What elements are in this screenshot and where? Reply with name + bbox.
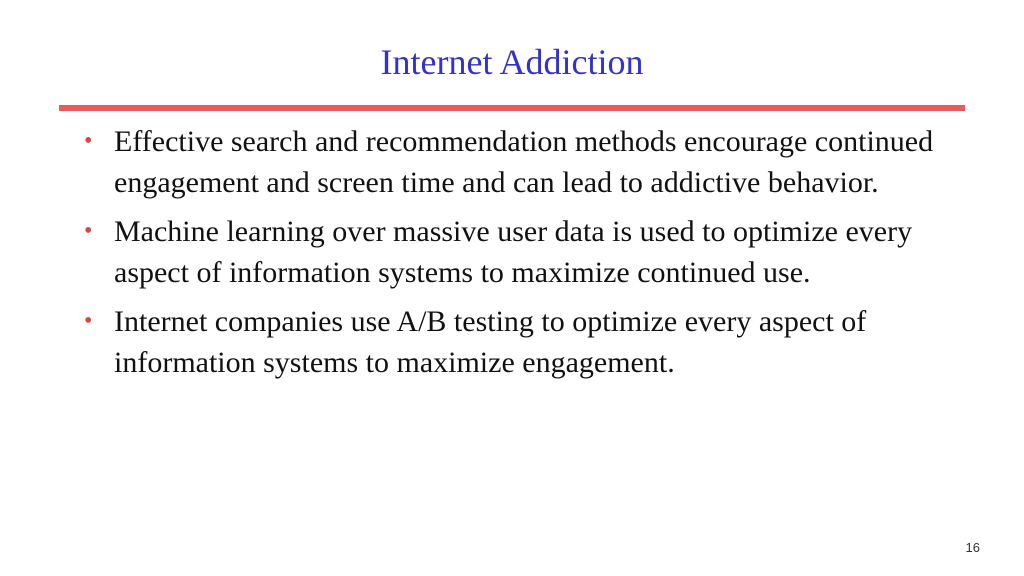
- slide-title: Internet Addiction: [380, 42, 644, 82]
- bullet-marker: •: [84, 308, 93, 334]
- bullet-marker: •: [84, 128, 93, 154]
- bullet-text: Effective search and recommendation methods encourage continued engagement and screen time and can lead to addictive behavior.: [114, 125, 934, 199]
- bullet-marker: •: [84, 218, 93, 244]
- bullet-item: [84, 301, 964, 383]
- bullet-text: Machine learning over massive user data is used to optimize every aspect of information systems to maximize continued use.: [114, 215, 913, 289]
- bullet-list: [84, 121, 964, 391]
- page-number: 16: [965, 540, 980, 555]
- bullet-item: [84, 121, 964, 203]
- title-divider: [59, 105, 965, 111]
- bullet-text: Internet companies use A/B testing to optimize every aspect of information systems to maximize engagement.: [114, 305, 867, 379]
- bullet-item: [84, 211, 964, 293]
